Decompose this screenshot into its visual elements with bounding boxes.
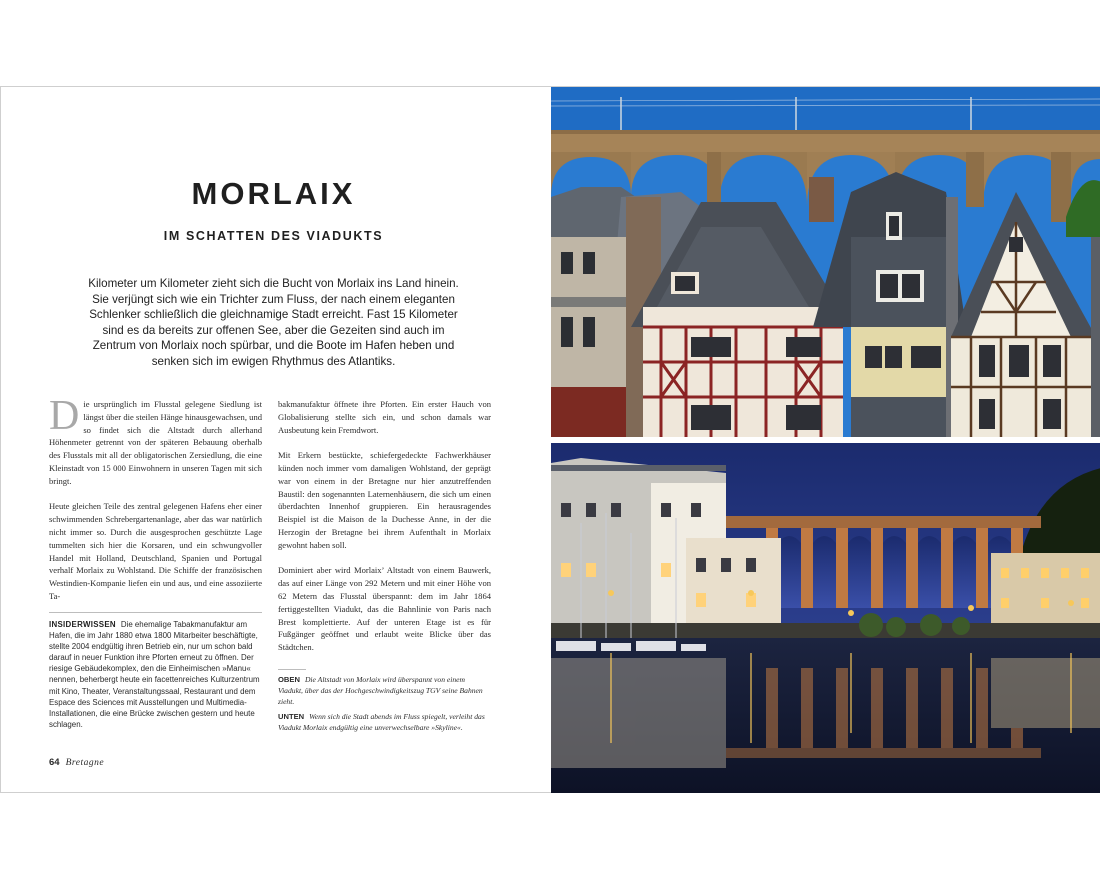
body-paragraph-text: ie ursprünglich im Flusstal gelegene Siedlung ist längst über die steilen Hänge hinausgewachsen, und so findet sich die Altstadt durch allerhand Höhenmeter getrennt von der späteren Bebauung oberhalb des Flusstals mit all der obligatorischen Zersiedlung, die eine Kleinstadt von 15 000 Einwohnern in unseren Tagen mit sich bringt. [49,399,262,486]
insider-text: Die ehemalige Tabakmanufaktur am Hafen, die im Jahr 1880 etwa 1800 Mitarbeiter beschäftigte, stellte 2004 endgültig ihren Betrieb ein, nur um schon bald darauf in neuer Funktion ihre Pforten erneut zu öffnen. Der riesige Gebäudekomplex, den die Einheimischen »Manu« nennen, beherbergt heute ein facettenreiches Kulturzentrum mit Kino, Theater, Veranstaltungssaal, Restaurant und dem Espace des Sciences mit Ausstellungen und Multimedia-Installationen, die eine Brücke zwischen gestern und heute schlagen. [49,620,260,729]
caption-text: Wenn sich die Stadt abends im Fluss spiegelt, verleiht das Viadukt Morlaix endgültig eine unverwechselbare »Skyline«. [278,712,485,733]
caption-bottom [278,712,491,734]
section-name: Bretagne [65,758,105,768]
body-paragraph: Dominiert aber wird Morlaix’ Altstadt von einem Bauwerk, das auf einer Länge von 292 Metern und mit einer Höhe von 62 Metern das Flusstal überspannt: dem im Jahr 1864 fertiggestellten Viadukt, das die Bahnlinie von Paris nach Brest komplettierte. Auf der unteren Etage ist es für Fußgänger geöffnet und erlaubt weite Blicke über das Städtchen. [278,565,491,653]
photo-viaduct-night [551,443,1100,793]
page-number: 64 [49,757,60,768]
caption-rule [278,669,306,670]
text-column-2 [278,398,491,667]
page-subtitle: IM SCHATTEN DES VIADUKTS [163,229,384,243]
book-spread [0,86,1100,793]
caption-top [278,675,491,707]
body-paragraph: bakmanufaktur öffnete ihre Pforten. Ein erster Hauch von Globalisierung stellte sich ein, und schon damals war Ausbeutung kein Fremdwort. [278,399,491,435]
left-page [1,87,551,792]
body-paragraph: Heute gleichen Teile des zentral gelegenen Hafens eher einer schwimmenden Schrebergartenanlage, aber das war natürlich nicht immer so. Durch die ausgesprochen geschützte Lage tummelten sich hier die Korsaren, und ein schwungvoller Handel mit Holland, Deutschland, Spanien und Portugal verhalf Morlaix zu Wohlstand. Die Schiffe der französischen Westindien-Kompanie liefen ein und aus, und eine assoziierte Ta- [49,501,262,601]
page-footer [49,757,104,768]
caption-text: Die Altstadt von Morlaix wird überspannt von einem Viadukt, über das der Hochgeschwindigkeitszug TGV seine Bahnen zieht. [278,675,483,706]
caption-label: OBEN [278,675,300,684]
text-column-1 [49,393,262,616]
timbered-houses-illustration [551,87,1100,437]
photo-timbered-houses [551,87,1100,437]
caption-label: UNTEN [278,712,305,722]
page-title: MORLAIX [191,176,356,211]
insider-label: INSIDERWISSEN [49,620,116,629]
drop-cap: D [49,393,80,439]
viaduct-night-illustration [551,443,1100,793]
body-paragraph: Mit Erkern bestückte, schiefergedeckte Fachwerkhäuser künden noch immer vom damaligen Wohlstand, der geprägt war von einem in der Bretagne nur hier anzutreffenden Baustil: den sogenannten Laternenhäusern, die sich um einen überdachten Innenhof gruppieren. Ein herausragendes Beispiel ist die Maison de la Duchesse Anne, in der die Herzogin der Bretagne bei ihrem Aufenthalt in Morlaix gewohnt haben soll. [278,450,491,550]
intro-paragraph: Kilometer um Kilometer zieht sich die Bucht von Morlaix ins Land hinein. Sie verjüngt sich wie ein Trichter zum Fluss, der nach einem eleganten Schlenker schließlich die gleichnamige Stadt erreicht. Fast 15 Kilometer sind es da bereits zur offenen See, aber die Gezeiten sind auch im Zentrum von Morlaix noch spürbar, und die Boote im Hafen heben und senken sich im ewigen Rhythmus des Atlantiks. [88,277,459,368]
photo-captions [278,669,491,739]
body-paragraph [49,393,262,488]
insider-box [49,612,262,730]
